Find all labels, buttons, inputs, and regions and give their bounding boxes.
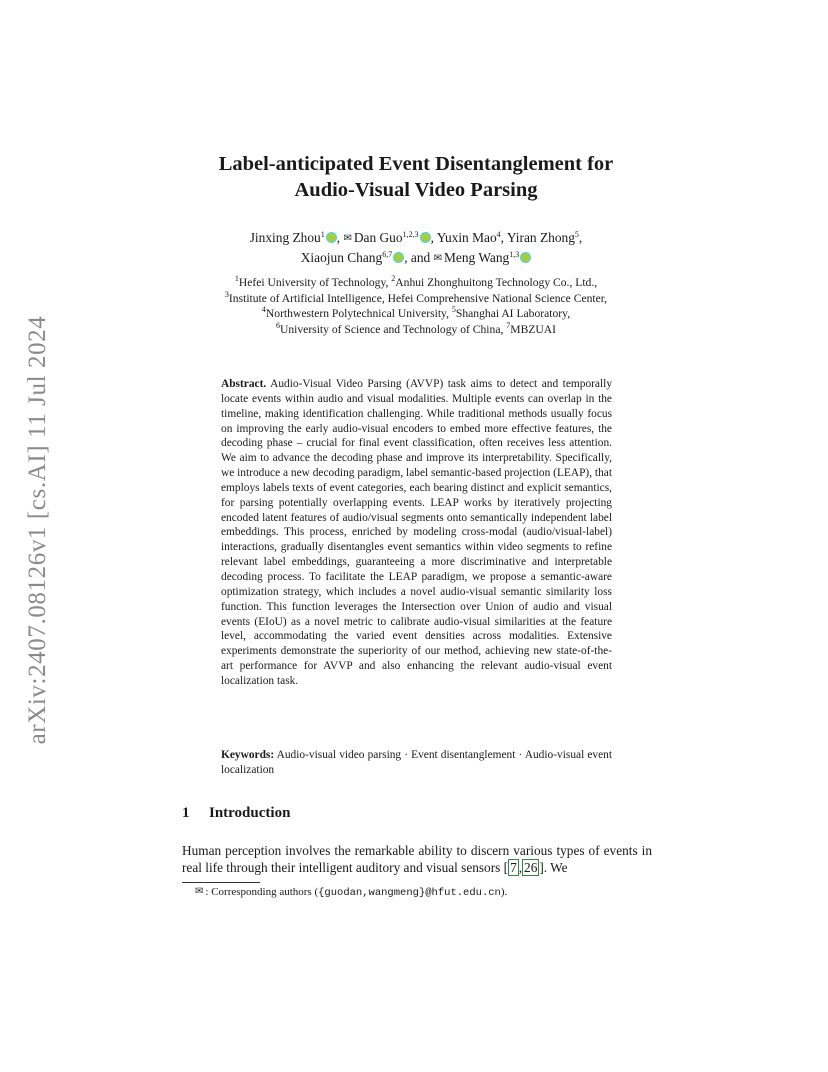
affiliation-line <box>180 322 652 338</box>
affiliations <box>180 275 652 337</box>
keywords-text: Audio-visual video parsing · Event disentanglement · Audio-visual event localization <box>221 749 613 776</box>
author-name: Meng Wang <box>444 250 510 265</box>
section-number: 1 <box>182 805 190 821</box>
envelope-icon: ✉ <box>433 253 442 264</box>
author-name: Xiaojun Chang <box>300 250 383 265</box>
affil-sup: 2 <box>391 274 396 283</box>
citation-link[interactable]: 26 <box>524 860 538 876</box>
abstract <box>221 377 612 689</box>
affil-sup: 7 <box>506 320 511 330</box>
envelope-icon: ✉ <box>343 233 352 244</box>
section-title: Introduction <box>209 805 291 821</box>
arxiv-stamp-text: arXiv:2407.08126v1 [cs.AI] 11 Jul 2024 <box>24 315 51 745</box>
keywords-label: Keywords: <box>221 749 275 761</box>
author-affil-sup: 1 <box>320 230 325 239</box>
author-list <box>180 228 652 268</box>
title-line-2: Audio-Visual Video Parsing <box>294 179 538 201</box>
paper-title <box>180 151 652 203</box>
author-affil-sup: 1,3 <box>509 250 520 259</box>
abstract-label: Abstract. <box>221 378 267 390</box>
affil-sup: 3 <box>224 289 229 299</box>
keywords <box>221 748 612 778</box>
author-affil-sup: 5 <box>574 230 579 239</box>
author-name: Yiran Zhong <box>506 230 575 245</box>
affil-text: Anhui Zhonghuitong Technology Co., Ltd., <box>395 276 598 289</box>
footnote <box>195 886 507 899</box>
intro-paragraph <box>182 842 652 877</box>
affil-sup: 6 <box>275 320 280 330</box>
citation-link[interactable]: 7 <box>510 860 517 876</box>
author-name: Dan Guo <box>353 230 403 245</box>
orcid-icon[interactable] <box>420 232 431 243</box>
author-affil-sup: 6,7 <box>382 250 393 259</box>
abstract-text: Audio-Visual Video Parsing (AVVP) task aims to detect and temporally locate events within audio and visual modalities. Multiple events can overlap in the timeline, making identification challenging. While traditional methods usually focus on improving the early audio-visual encoders to embed more effective features, the decoding phase – crucial for final event classification, often receives less attention. We aim to advance the decoding phase and improve its interpretability. Specifically, we introduce a new decoding paradigm, label semantic-based projection (LEAP), that employs labels texts of event categories, each bearing distinct and explicit semantics, for parsing potentially overlapping events. LEAP works by iteratively projecting encoded latent features of audio/visual segments onto semantically independent label embeddings. This process, enriched by modeling cross-modal (audio/visual-label) interactions, gradually disentangles event semantics within video segments to refine relevant label embeddings, guaranteeing a more discriminative and interpretable decoding process. To facilitate the LEAP paradigm, we propose a semantic-aware optimization strategy, which includes a novel audio-visual semantic similarity loss function. This function leverages the Intersection over Union of audio and visual events (EIoU) as a novel metric to calibrate audio-visual similarities at the feature level, accommodating the varied event densities across modalities. Extensive experiments demonstrate the superiority of our method, achieving new state-of-the-art performance for AVVP and also enhancing the relevant audio-visual event localization task. <box>221 378 613 687</box>
affil-text: University of Science and Technology of China, <box>279 322 507 336</box>
orcid-icon[interactable] <box>326 232 337 243</box>
affil-text: MBZUAI <box>510 322 557 336</box>
footnote-end: ). <box>500 886 508 898</box>
envelope-icon: ✉ <box>195 886 204 897</box>
affil-sup: 4 <box>261 305 266 314</box>
orcid-icon[interactable] <box>520 252 531 263</box>
author-name: Jinxing Zhou <box>249 230 321 245</box>
affiliation-line <box>180 306 652 322</box>
footnote-rule <box>182 882 260 883</box>
author-line-1: Jinxing Zhou$^1$ , ✉ Dan Guo$^{1,2,3}$ , Yuxin Mao$^4$, Yiran Zhong$^5$, <box>249 230 583 245</box>
footnote-emails: {guodan,wangmeng}@hfut.edu.cn <box>318 887 501 899</box>
author-affil-sup: 1,2,3 <box>402 230 419 239</box>
orcid-icon[interactable] <box>393 252 404 263</box>
arxiv-stamp <box>18 300 58 760</box>
affiliation-line <box>180 275 652 291</box>
author-line-2: Xiaojun Chang$^{6,7}$ , and ✉ Meng Wang$^{1,3}$ <box>180 248 652 268</box>
footnote-text: : Corresponding authors ( <box>205 886 319 898</box>
affil-sup: 5 <box>451 305 456 314</box>
author-affil-sup: 4 <box>496 230 501 239</box>
author-name: Yuxin Mao <box>436 230 497 245</box>
affil-text: Shanghai AI Laboratory, <box>455 307 571 320</box>
intro-text: Human perception involves the remarkable ability to discern various types of events in real life through their intelligent auditory and visual sensors [ <box>182 843 652 876</box>
affil-text: Hefei University of Technology, <box>238 276 392 289</box>
affil-sup: 1 <box>234 274 239 283</box>
section-heading <box>182 805 290 822</box>
affil-text: Northwestern Polytechnical University, <box>265 307 452 320</box>
intro-text-tail: ]. We <box>539 860 568 876</box>
affiliation-line <box>180 291 652 307</box>
affil-text: Institute of Artificial Intelligence, Hefei Comprehensive National Science Center, <box>228 291 608 305</box>
and-word: and <box>410 250 431 265</box>
title-line-1: Label-anticipated Event Disentanglement for <box>218 153 614 175</box>
citation-separator: , <box>518 860 523 876</box>
